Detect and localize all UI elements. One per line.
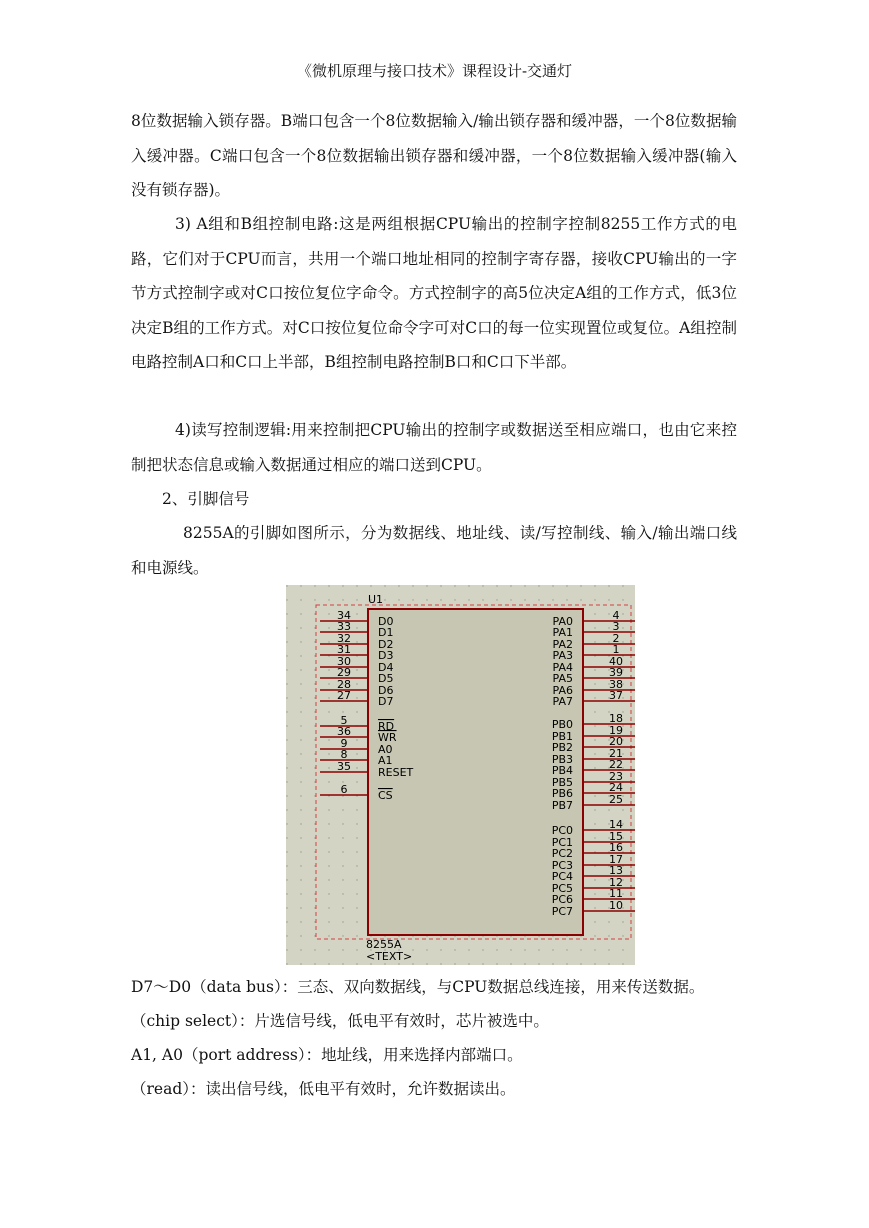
pin-label-reset: RESET: [378, 766, 414, 779]
pin-label-pb1: PB1: [551, 730, 573, 743]
pin-label-wr: WR: [378, 731, 397, 744]
desc-port-address: A1, A0（port address）：地址线，用来选择内部端口。: [131, 1046, 523, 1064]
pin-number-pa4: 40: [609, 655, 623, 668]
pin-label-pa7: PA7: [552, 695, 573, 708]
pin-number-pc3: 17: [609, 853, 623, 866]
pin-number-d3: 31: [337, 643, 351, 656]
pin-label-cs: CS: [378, 789, 393, 802]
pin-number-pa6: 38: [609, 678, 623, 691]
pin-label-d6: D6: [378, 684, 394, 697]
pin-label-d0: D0: [378, 615, 394, 628]
pin-label-pa2: PA2: [552, 638, 573, 651]
pin-number-pc4: 13: [609, 864, 623, 877]
section-heading-pins: 2、引脚信号: [162, 490, 250, 508]
pin-number-d0: 34: [337, 609, 351, 622]
pin-label-pb6: PB6: [551, 787, 573, 800]
pin-label-pb7: PB7: [551, 799, 573, 812]
pin-number-pc0: 14: [609, 818, 623, 831]
pin-number-pb3: 21: [609, 747, 623, 760]
pin-number-pa3: 1: [612, 643, 620, 656]
pin-number-pb4: 22: [609, 758, 623, 771]
pin-number-pa1: 3: [612, 620, 620, 633]
pin-number-d2: 32: [337, 632, 351, 645]
pin-number-d6: 28: [337, 678, 351, 691]
pin-number-d1: 33: [337, 620, 351, 633]
pin-label-pb3: PB3: [551, 753, 573, 766]
pin-label-pc0: PC0: [551, 824, 573, 837]
pin-label-pb0: PB0: [551, 718, 573, 731]
component-ref: U1: [368, 593, 384, 606]
pin-label-pa5: PA5: [552, 672, 573, 685]
pin-number-pa2: 2: [612, 632, 620, 645]
paragraph-group-control: 3) A组和B组控制电路:这是两组根据CPU输出的控制字控制8255工作方式的电路，它们对于CPU而言，共用一个端口地址相同的控制字寄存器，接收CPU输出的一字节方式控制字或对C口按位复位字命令。方式控制字的高5位决定A组的工作方式，低3位决定B组的工作方式。对C口按位复位命令字可对C口的每一位实现置位或复位。A组控制电路控制A口和C口上半部，B组控制电路控制B口和C口下半部。: [131, 215, 737, 371]
pin-number-pa0: 4: [612, 609, 620, 622]
pin-label-d5: D5: [378, 672, 394, 685]
pin-label-d4: D4: [378, 661, 394, 674]
pin-number-a1: 8: [340, 748, 348, 761]
pin-label-pb2: PB2: [551, 741, 573, 754]
pin-label-pc2: PC2: [551, 847, 573, 860]
desc-data-bus: D7～D0（data bus）：三态、双向数据线，与CPU数据总线连接，用来传送数据。: [131, 978, 705, 996]
component-part: 8255A: [366, 938, 402, 951]
pin-number-pb5: 23: [609, 770, 623, 783]
pin-label-pc3: PC3: [551, 859, 573, 872]
pin-label-pa4: PA4: [552, 661, 573, 674]
component-text-placeholder: <TEXT>: [366, 950, 413, 963]
pin-number-d4: 30: [337, 655, 351, 668]
desc-read: （read）：读出信号线，低电平有效时，允许数据读出。: [131, 1080, 516, 1098]
pin-number-pc6: 11: [609, 887, 623, 900]
pin-number-d7: 27: [337, 689, 351, 702]
pin-number-pc7: 10: [609, 899, 623, 912]
pin-number-pc2: 16: [609, 841, 623, 854]
pin-number-pa7: 37: [609, 689, 623, 702]
pin-label-pc5: PC5: [551, 882, 573, 895]
pin-number-reset: 35: [337, 760, 351, 773]
pin-label-pc4: PC4: [551, 870, 573, 883]
pin-label-pa1: PA1: [552, 626, 573, 639]
pin-number-cs: 6: [340, 783, 348, 796]
pin-number-pc5: 12: [609, 876, 623, 889]
pin-number-pb2: 20: [609, 735, 623, 748]
pin-label-pb5: PB5: [551, 776, 573, 789]
desc-chip-select: （chip select）：片选信号线，低电平有效时，芯片被选中。: [131, 1012, 549, 1030]
pin-label-pc7: PC7: [551, 905, 573, 918]
pin-number-pc1: 15: [609, 830, 623, 843]
pin-label-a0: A0: [378, 743, 393, 756]
page-header: 《微机原理与接口技术》课程设计-交通灯: [296, 62, 573, 80]
pin-number-pb0: 18: [609, 712, 623, 725]
pin-label-d1: D1: [378, 626, 394, 639]
pin-number-pb6: 24: [609, 781, 623, 794]
pin-label-pa0: PA0: [552, 615, 573, 628]
pin-number-pb1: 19: [609, 724, 623, 737]
pin-number-pb7: 25: [609, 793, 623, 806]
pin-label-pb4: PB4: [551, 764, 573, 777]
pin-label-pc6: PC6: [551, 893, 573, 906]
pin-number-d5: 29: [337, 666, 351, 679]
pin-label-pa3: PA3: [552, 649, 573, 662]
pin-label-a1: A1: [378, 754, 393, 767]
pin-label-pc1: PC1: [551, 836, 573, 849]
pin-number-a0: 9: [340, 737, 348, 750]
pin-number-rd: 5: [340, 714, 348, 727]
pin-label-rd: RD: [378, 720, 395, 733]
pin-label-d7: D7: [378, 695, 394, 708]
pin-label-d2: D2: [378, 638, 394, 651]
pin-label-pa6: PA6: [552, 684, 573, 697]
pinout-diagram-8255a: [286, 585, 635, 965]
pin-label-d3: D3: [378, 649, 394, 662]
paragraph-ports: 8位数据输入锁存器。B端口包含一个8位数据输入/输出锁存器和缓冲器，一个8位数据输入缓冲器。C端口包含一个8位数据输出锁存器和缓冲器，一个8位数据输入缓冲器(输入没有锁存器)。: [131, 112, 737, 199]
pin-number-pa5: 39: [609, 666, 623, 679]
paragraph-pin-intro: 8255A的引脚如图所示，分为数据线、地址线、读/写控制线、输入/输出端口线和电源线。: [131, 524, 737, 577]
pin-number-wr: 36: [337, 725, 351, 738]
paragraph-rw-logic: 4)读写控制逻辑:用来控制把CPU输出的控制字或数据送至相应端口，也由它来控制把状态信息或输入数据通过相应的端口送到CPU。: [131, 421, 737, 474]
